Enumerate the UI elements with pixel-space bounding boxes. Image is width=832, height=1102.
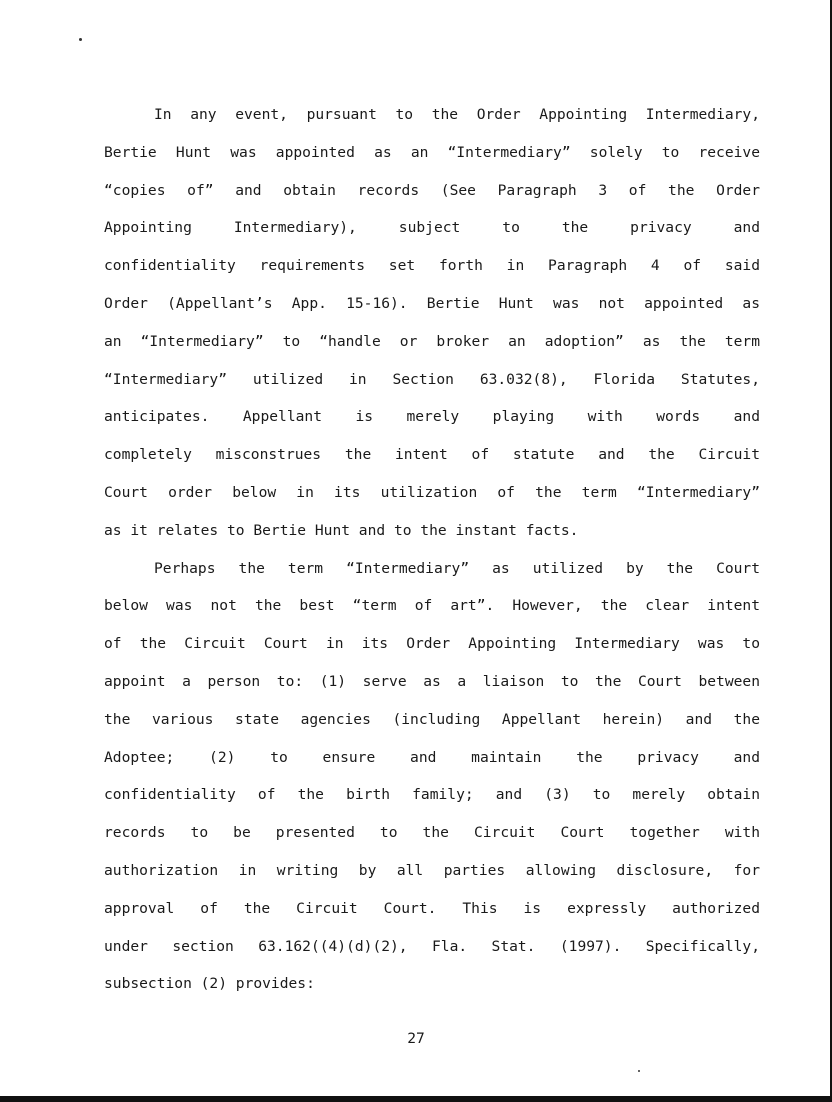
paragraph-1-line-12: as it relates to Bertie Hunt and to the instant facts. bbox=[104, 521, 579, 539]
paragraph-1-line-1: In any event, pursuant to the Order Appointing Intermediary, bbox=[154, 106, 760, 123]
paragraph-2-line-11: under section 63.162((4)(d)(2), Fla. Stat. (1997). Specifically, bbox=[104, 937, 760, 955]
paragraph-1-line-8: “Intermediary” utilized in Section 63.032(8), Florida Statutes, bbox=[104, 370, 760, 388]
paragraph-2-line-12: subsection (2) provides: bbox=[104, 975, 315, 993]
scan-speck bbox=[79, 38, 82, 41]
paragraph-2-line-3: of the Circuit Court in its Order Appointing Intermediary was to bbox=[104, 635, 760, 653]
paragraph-2-line-1: Perhaps the term “Intermediary” as utilized by the Court bbox=[154, 559, 760, 577]
paragraph-2-line-4: appoint a person to: (1) serve as a liaison to the Court between bbox=[104, 672, 760, 690]
scan-speck bbox=[638, 1070, 640, 1072]
paragraph-1-line-10: completely misconstrues the intent of statute and the Circuit bbox=[104, 446, 760, 464]
paragraph-1-line-9: anticipates. Appellant is merely playing with words and bbox=[104, 408, 760, 426]
paragraph-1-line-6: Order (Appellant’s App. 15-16). Bertie Hunt was not appointed as bbox=[104, 294, 760, 312]
scan-edge-bottom bbox=[0, 1096, 832, 1102]
paragraph-1-line-4: Appointing Intermediary), subject to the privacy and bbox=[104, 219, 760, 237]
paragraph-2-line-8: records to be presented to the Circuit Court together with bbox=[104, 824, 760, 842]
paragraph-1-line-7: an “Intermediary” to “handle or broker an adoption” as the term bbox=[104, 332, 760, 350]
body-text bbox=[104, 96, 760, 1003]
paragraph-2-line-5: the various state agencies (including Appellant herein) and the bbox=[104, 710, 760, 728]
paragraph-2-line-2: below was not the best “term of art”. However, the clear intent bbox=[104, 597, 760, 615]
paragraph-2-line-6: Adoptee; (2) to ensure and maintain the privacy and bbox=[104, 748, 760, 766]
paragraph-2-line-9: authorization in writing by all parties allowing disclosure, for bbox=[104, 861, 760, 879]
paragraph-2-line-10: approval of the Circuit Court. This is expressly authorized bbox=[104, 899, 760, 917]
paragraph-1-line-3: “copies of” and obtain records (See Paragraph 3 of the Order bbox=[104, 181, 760, 199]
paragraph-1-line-11: Court order below in its utilization of the term “Intermediary” bbox=[104, 483, 760, 501]
page-number: 27 bbox=[407, 1030, 425, 1047]
paragraph-1-line-5: confidentiality requirements set forth in Paragraph 4 of said bbox=[104, 257, 760, 275]
paragraph-1-line-2: Bertie Hunt was appointed as an “Intermediary” solely to receive bbox=[104, 143, 760, 161]
paragraph-2-line-7: confidentiality of the birth family; and (3) to merely obtain bbox=[104, 786, 760, 804]
